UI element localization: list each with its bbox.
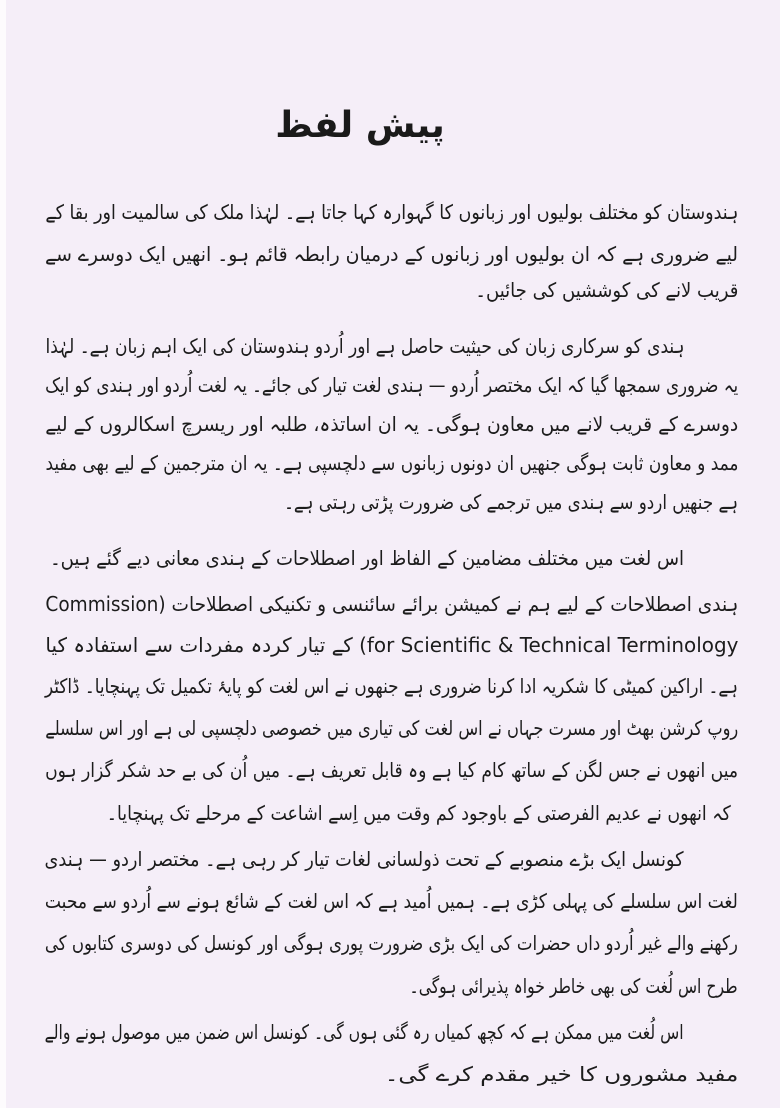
text-line-content: رکھنے والے غیر اُردو داں حضرات کی ایک بڑی ضرورت پوری ہوگی اور کونسل کی دوسری کتابوں کی (45, 931, 738, 955)
text-line (43, 630, 738, 660)
text-line-content: ہے۔ اراکین کمیٹی کا شکریہ ادا کرنا ضروری ہے جنھوں نے اس لغت کو پایۂ تکمیل تک پہنچایا۔ ڈاکٹر (45, 674, 738, 698)
text-line (0, 543, 684, 573)
text-line (318, 971, 738, 1001)
text-line (0, 370, 738, 400)
text-line-content: مفید مشوروں کا خیر مقدم کرے گی۔ (384, 1062, 738, 1086)
text-line-content: یہ ضروری سمجھا گیا کہ ایک مختصر اُردو — ہندی لغت تیار کی جائے۔ یہ لغت اُردو اور ہندی کو ایک (45, 373, 738, 397)
text-line-content: لیے ضروری ہے کہ ان بولیوں اور زبانوں کے درمیان رابطہ قائم ہو۔ انھیں ایک دوسرے سے (45, 242, 738, 266)
text-line-content: روپ کرشن بھٹ اور مسرت جہاں نے اس لغت کی تیاری میں خصوصی دلچسپی لی ہے اور اس سلسلے (45, 716, 738, 740)
text-line (0, 1017, 684, 1047)
text-line (0, 448, 738, 478)
page-title: پیش لفظ (275, 105, 445, 146)
text-line (0, 713, 738, 743)
text-line (447, 275, 738, 305)
text-line (0, 928, 738, 958)
text-line-content: قریب لانے کی کوششیں کی جائیں۔ (475, 278, 738, 302)
text-line-content: میں انھوں نے جس لگن کے ساتھ کام کیا ہے وہ قابل تعریف ہے۔ میں اُن کی بے حد شکر گزار ہوں (45, 758, 738, 782)
text-line-content: اس لُغت میں ممکن ہے کہ کچھ کمیاں رہ گئی ہوں گی۔ کونسل اس ضمن میں موصول ہونے والے (45, 1020, 684, 1044)
text-line (0, 886, 738, 916)
text-line-content: for Scientific & Technical Terminology) کے تیار کردہ مفردات سے استفادہ کیا (45, 633, 738, 657)
text-line-content: ہندوستان کو مختلف بولیوں اور زبانوں کا گہوارہ کہا جاتا ہے۔ لہٰذا ملک کی سالمیت اور بقا کے (45, 200, 738, 224)
text-line-content: کونسل ایک بڑے منصوبے کے تحت ذولسانی لغات تیار کر رہی ہے۔ مختصر اردو — ہندی (45, 847, 684, 871)
text-line (0, 409, 738, 439)
text-line-content: ہندی اصطلاحات کے لیے ہم نے کمیشن برائے سائنسی و تکنیکی اصطلاحات (Commission (45, 592, 738, 616)
text-line (0, 844, 684, 874)
text-line (0, 755, 738, 785)
text-line-content: ہے جنھیں اردو سے ہندی میں ترجمے کی ضرورت پڑتی رہتی ہے۔ (284, 490, 738, 514)
text-line-content: طرح اس لُغت کی بھی خاطر خواہ پذیرائی ہوگی۔ (410, 974, 738, 998)
text-line-content: ممد و معاون ثابت ہوگی جنھیں ان دونوں زبانوں سے دلچسپی ہے۔ یہ ان مترجمین کے لیے بھی مفید (45, 451, 738, 475)
text-line (0, 671, 738, 701)
text-line-content: کہ انھوں نے عدیم الفرصتی کے باوجود کم وقت میں اِسے اشاعت کے مرحلے تک پہنچایا۔ (107, 801, 731, 825)
text-line-content: دوسرے کے قریب لانے میں معاون ہوگی۔ یہ ان اساتذہ، طلبہ اور ریسرچ اسکالروں کے لیے (45, 412, 738, 436)
text-line (13, 798, 731, 828)
text-line (0, 331, 684, 361)
text-line-content: اس لغت میں مختلف مضامین کے الفاظ اور اصطلاحات کے ہندی معانی دیے گئے ہیں۔ (50, 546, 684, 570)
text-line-content: لغت اس سلسلے کی پہلی کڑی ہے۔ ہمیں اُمید ہے کہ اس لغت کے شائع ہونے سے اُردو سے محبت (45, 889, 738, 913)
text-line-content: ہندی کو سرکاری زبان کی حیثیت حاصل ہے اور اُردو ہندوستان کی ایک اہم زبان ہے۔ لہٰذا (45, 334, 684, 358)
text-line (0, 589, 738, 619)
text-line (0, 197, 738, 227)
text-line (384, 1059, 738, 1089)
text-line (3, 239, 738, 269)
text-line (195, 487, 738, 517)
